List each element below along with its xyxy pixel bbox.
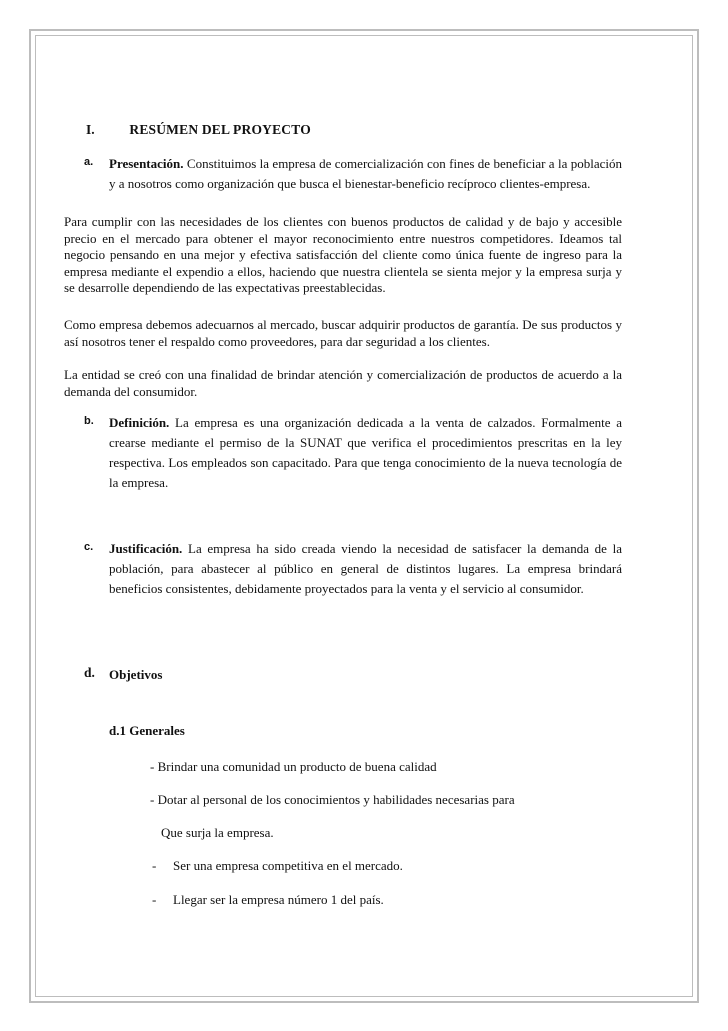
dash-mark: - [152,892,157,907]
item-marker-b: b. [84,415,94,427]
paragraph-2: Como empresa debemos adecuarnos al mercado, buscar adquirir productos de garantía. De sus productos y así nosotros tener el respaldo como proveedores, para dar seguridad a los clientes. [64,317,622,349]
generales-dash-item-2 [152,892,384,908]
section-heading [86,122,311,138]
generales-item-2: - Dotar al personal de los conocimientos y habilidades necesarias para [150,792,515,807]
justificacion-text: La empresa ha sido creada viendo la necesidad de satisfacer la demanda de la población, para abastecer al público en general de distintos lugares. La empresa brindará beneficios consistentes, debidamente proyectados para la venta y el servicio al consumidor. [109,541,622,596]
item-objetivos [84,665,622,685]
presentacion-lead: Presentación. [109,156,184,171]
generales-dash-item-1 [152,858,403,874]
generales-item-1: - Brindar una comunidad un producto de buena calidad [150,759,437,774]
generales-heading: d.1 Generales [109,723,185,738]
item-presentacion [84,154,622,194]
dash-item-text: Llegar ser la empresa número 1 del país. [173,892,384,907]
generales-item-3: Que surja la empresa. [161,825,274,840]
item-definicion [84,413,622,493]
item-marker-d: d. [84,665,95,680]
definicion-lead: Definición. [109,415,170,430]
section-number: I. [86,122,95,137]
justificacion-lead: Justificación. [109,541,183,556]
definicion-text: La empresa es una organización dedicada a la venta de calzados. Formalmente a crearse mediante el permiso de la SUNAT que verifica el procedimientos prescritas en la ley respectiva. Los empleados son capacitado. Para que tenga conocimiento de la nueva tecnología de la empresa. [109,415,622,490]
dash-mark: - [152,858,157,873]
objetivos-title: Objetivos [109,667,163,682]
dash-item-text: Ser una empresa competitiva en el mercado. [173,858,403,873]
paragraph-1: Para cumplir con las necesidades de los clientes con buenos productos de calidad y de bajo y accesible precio en el mercado para obtener el mayor reconocimiento entre nuestros competidores. Ideamos tal negocio pensando en una mejor y efectiva satisfacción del cliente como única fuente de ingreso para la empresa mediante el expendio a ellos, haciendo que nuestra clientela se sienta mejor y la empresa surja y se desarrolle dependiendo de las expectativas preestablecidas. [64,214,622,295]
presentacion-text: Constituimos la empresa de comercialización con fines de beneficiar a la población y a nosotros como organización que busca el bienestar-beneficio recíproco clientes-empresa. [109,156,623,191]
paragraph-3: La entidad se creó con una finalidad de brindar atención y comercialización de productos de acuerdo a la demanda del consumidor. [64,367,622,399]
section-title: RESÚMEN DEL PROYECTO [129,122,311,137]
item-marker-a: a. [84,156,94,168]
item-justificacion [84,539,622,599]
item-marker-c: c. [84,541,94,553]
